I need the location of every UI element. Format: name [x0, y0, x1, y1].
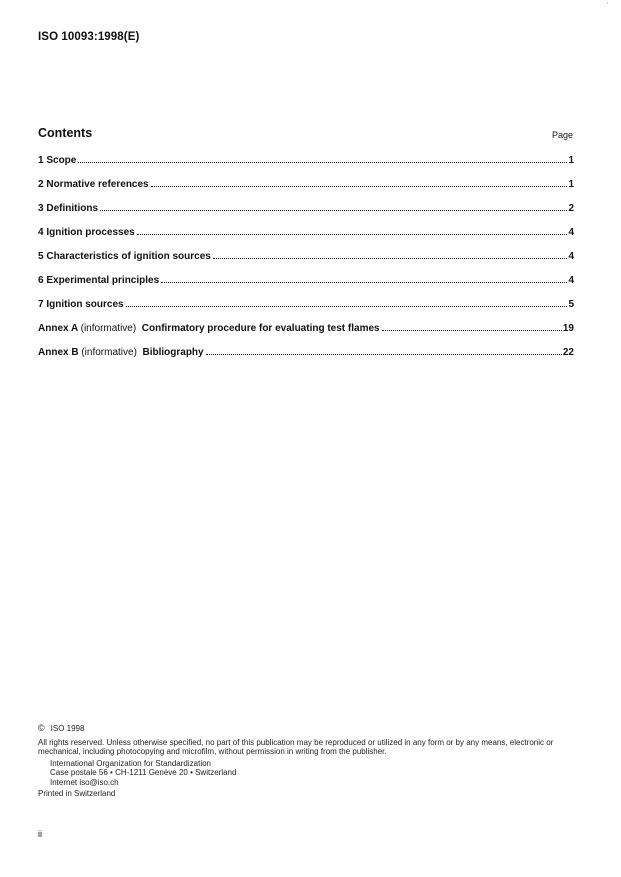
toc-entry-1[interactable]: [38, 155, 574, 179]
dot-leader: [100, 209, 567, 211]
toc-entry-label: [38, 155, 76, 166]
toc-entry-page: 1: [568, 179, 574, 190]
toc-entry-number: 2: [38, 179, 44, 190]
dot-leader: [206, 353, 562, 355]
toc-entry-title: Experimental principles: [46, 275, 160, 286]
toc-entry-title: Characteristics of ignition sources: [46, 251, 211, 262]
toc-entry-6[interactable]: [38, 275, 574, 299]
toc-entry-number: 7: [38, 299, 44, 310]
table-of-contents: [38, 155, 574, 371]
toc-entry-number: 5: [38, 251, 44, 262]
toc-entry-page: 2: [568, 203, 574, 214]
printed-location: Printed in Switzerland: [38, 789, 116, 798]
toc-entry-label: [38, 227, 135, 238]
dot-leader: [137, 233, 568, 235]
toc-entry-2[interactable]: [38, 179, 574, 203]
toc-entry-title: Scope: [46, 155, 77, 166]
copyright-footer: [38, 724, 578, 799]
toc-entry-label: [38, 251, 211, 262]
dot-leader: [382, 329, 562, 331]
toc-entry-number: 4: [38, 227, 44, 238]
toc-entry-4[interactable]: [38, 227, 574, 251]
toc-entry-title: Bibliography: [142, 347, 204, 358]
toc-entry-5[interactable]: [38, 251, 574, 275]
toc-entry-designation: (informative): [80, 323, 137, 334]
toc-entry-number: 3: [38, 203, 44, 214]
dot-leader: [151, 185, 568, 187]
toc-entry-page: 5: [568, 299, 574, 310]
dot-leader: [213, 257, 568, 259]
dot-leader: [126, 305, 568, 307]
toc-entry-page: 4: [568, 227, 574, 238]
toc-entry-page: 4: [568, 275, 574, 286]
copyright-icon: ©: [38, 723, 45, 733]
toc-entry-title: Normative references: [46, 179, 149, 190]
toc-entry-page: 19: [562, 323, 574, 334]
toc-entry-number: Annex A: [38, 323, 78, 334]
toc-entry-number: Annex B: [38, 347, 79, 358]
postal-address: Case postale 56 • CH-1211 Genève 20 • Switzerland: [50, 768, 237, 777]
toc-entry-label: [38, 203, 98, 214]
toc-entry-page: 22: [562, 347, 574, 358]
document-header: ISO 10093:1998(E): [38, 31, 140, 43]
publisher-address: [38, 759, 578, 788]
contents-title: Contents: [38, 126, 93, 140]
toc-entry-number: 6: [38, 275, 44, 286]
corner-mark: ': [607, 3, 609, 9]
toc-entry-number: 1: [38, 155, 44, 166]
toc-entry-title: Confirmatory procedure for evaluating test flames: [141, 323, 380, 334]
dot-leader: [78, 161, 567, 163]
toc-entry-label: [38, 347, 204, 358]
toc-entry-3[interactable]: [38, 203, 574, 227]
toc-entry-page: 1: [568, 155, 574, 166]
toc-entry-annex-a[interactable]: [38, 323, 574, 347]
toc-entry-7[interactable]: [38, 299, 574, 323]
toc-entry-label: [38, 299, 124, 310]
toc-entry-page: 4: [568, 251, 574, 262]
page-number: ii: [38, 829, 42, 839]
copyright-notice: [38, 724, 578, 734]
rights-statement: All rights reserved. Unless otherwise specified, no part of this publication may be reproduced or utilized in any form or by any means, electronic or mechanical, including photocopying and microfilm, without permission in writing from the publisher.: [38, 737, 554, 756]
toc-entry-title: Ignition sources: [46, 299, 124, 310]
toc-entry-label: [38, 323, 380, 334]
toc-entry-title: Definitions: [46, 203, 99, 214]
org-name: International Organization for Standardization: [50, 758, 211, 768]
copyright-text: ISO 1998: [50, 724, 85, 733]
toc-entry-designation: (informative): [81, 347, 137, 358]
toc-entry-label: [38, 275, 159, 286]
internet-contact: Internet iso@iso.ch: [50, 777, 119, 787]
page-column-label: Page: [552, 130, 574, 140]
toc-entry-title: Ignition processes: [46, 227, 135, 238]
toc-entry-annex-b[interactable]: [38, 347, 574, 371]
dot-leader: [161, 281, 567, 283]
toc-entry-label: [38, 179, 149, 190]
